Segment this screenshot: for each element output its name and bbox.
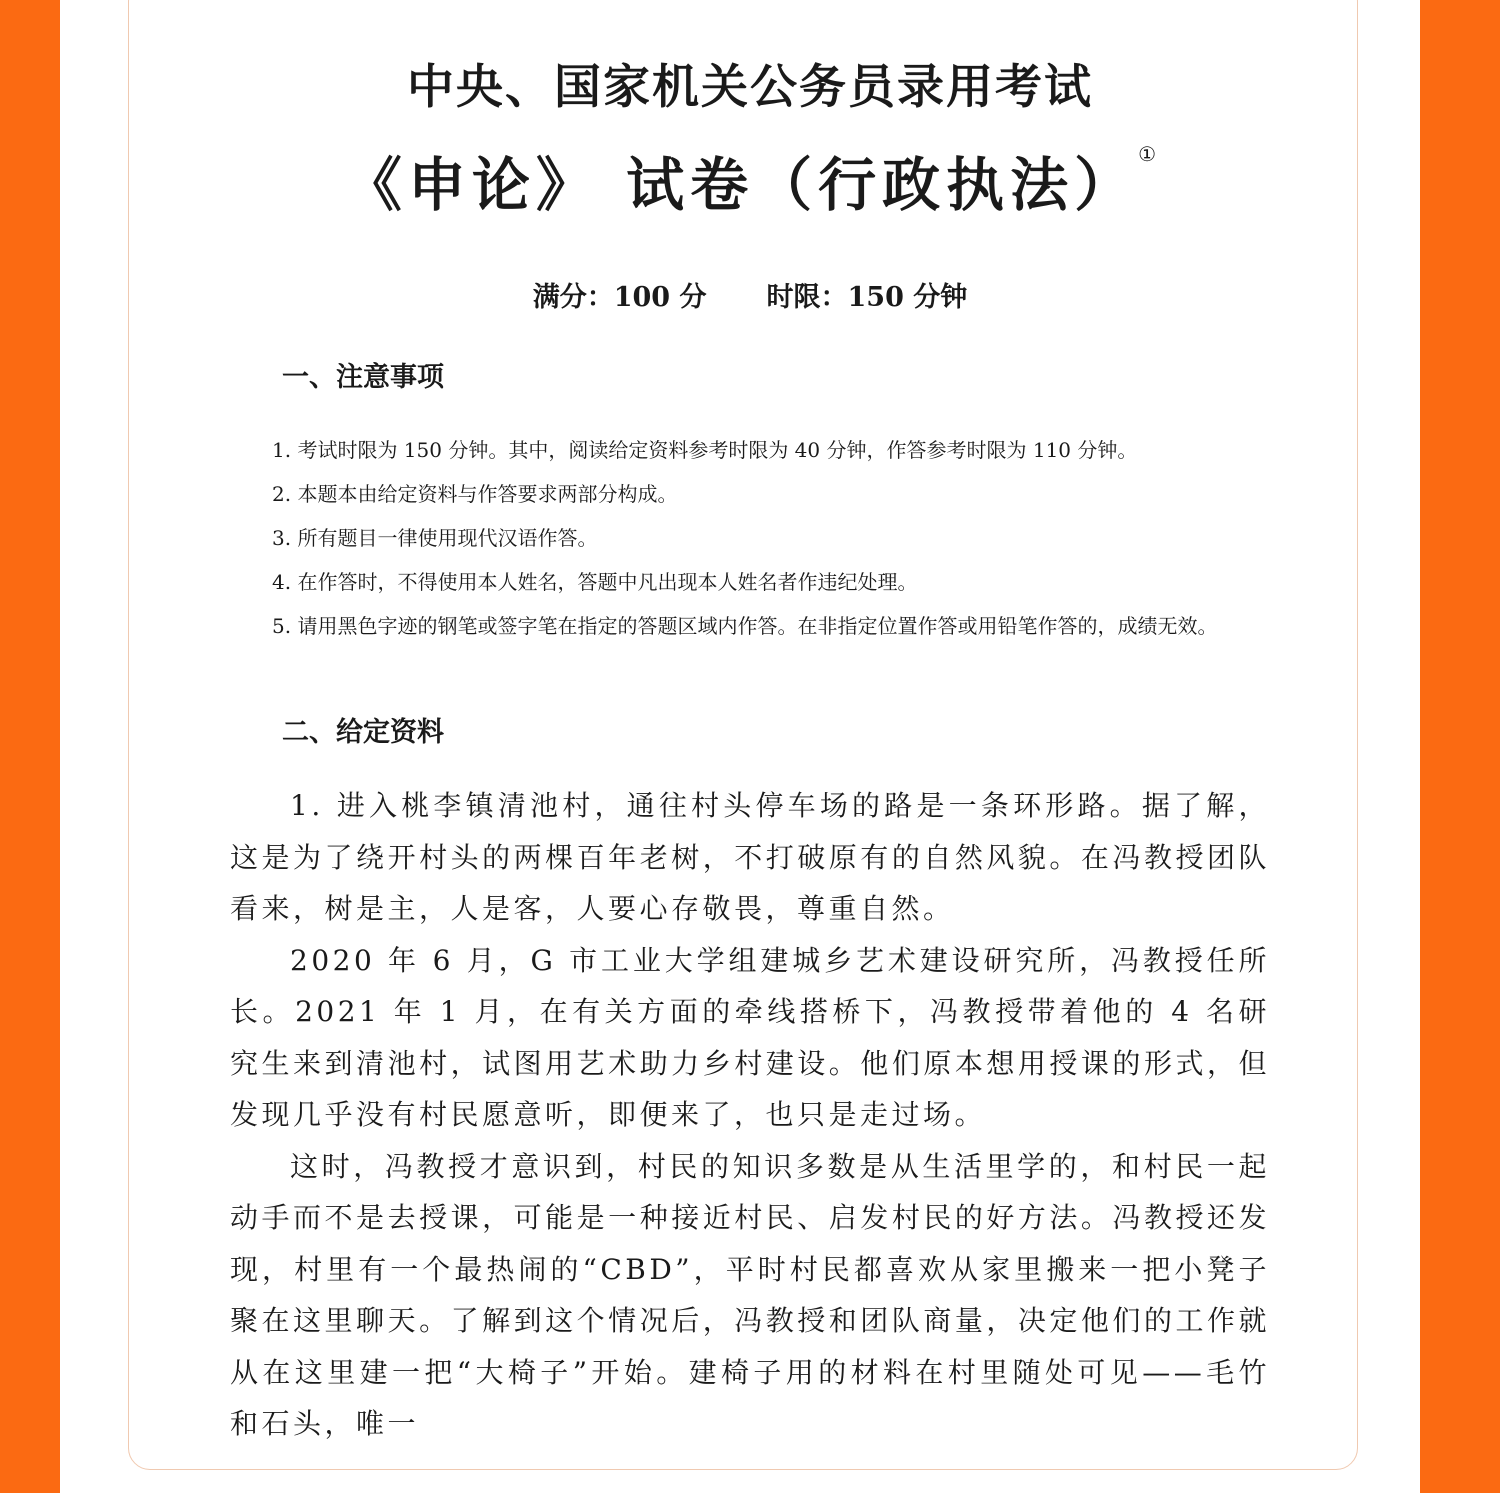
paper-title-text: 《申论》 试卷（行政执法） — [343, 151, 1139, 219]
given-materials — [230, 780, 1270, 1450]
left-orange-border — [0, 0, 60, 1493]
exam-meta — [0, 275, 1500, 314]
right-orange-border — [1420, 0, 1500, 1493]
note-item: 4. 在作答时，不得使用本人姓名，答题中凡出现本人姓名者作违纪处理。 — [272, 570, 918, 594]
time-limit: 时限：150 分钟 — [766, 282, 968, 313]
footnote-marker: ① — [1138, 142, 1157, 166]
material-paragraph: 1. 进入桃李镇清池村，通往村头停车场的路是一条环形路。据了解，这是为了绕开村头的两棵百年老树，不打破原有的自然风貌。在冯教授团队看来，树是主，人是客，人要心存敬畏，尊重自然。 — [230, 789, 1270, 925]
section-heading-materials: 二、给定资料 — [282, 717, 444, 748]
note-item: 2. 本题本由给定资料与作答要求两部分构成。 — [272, 482, 678, 506]
exam-title: 中央、国家机关公务员录用考试 — [407, 60, 1093, 115]
note-item: 3. 所有题目一律使用现代汉语作答。 — [272, 526, 598, 550]
material-paragraph: 这时，冯教授才意识到，村民的知识多数是从生活里学的，和村民一起动手而不是去授课，可能是一种接近村民、启发村民的好方法。冯教授还发现，村里有一个最热闹的“CBD”，平时村民都喜欢从家里搬来一把小凳子聚在这里聊天。了解到这个情况后，冯教授和团队商量，决定他们的工作就从在这里建一把“大椅子”开始。建椅子用的材料在村里随处可见——毛竹和石头，唯一 — [230, 1149, 1270, 1440]
section-heading-notes: 一、注意事项 — [282, 362, 444, 393]
material-paragraph: 2020 年 6 月，G 市工业大学组建城乡艺术建设研究所，冯教授任所长。2021 年 1 月，在有关方面的牵线搭桥下，冯教授带着他的 4 名研究生来到清池村，试图用艺术助力乡村建设。他们原本想用授课的形式，但发现几乎没有村民愿意听，即便来了，也只是走过场。 — [230, 943, 1270, 1131]
note-item: 1. 考试时限为 150 分钟。其中，阅读给定资料参考时限为 40 分钟，作答参考时限为 110 分钟。 — [272, 438, 1138, 462]
note-item: 5. 请用黑色字迹的钢笔或签字笔在指定的答题区域内作答。在非指定位置作答或用铅笔作答的，成绩无效。 — [272, 614, 1218, 638]
full-score: 满分：100 分 — [532, 282, 707, 313]
notes-list — [230, 428, 1270, 648]
paper-title — [0, 138, 1500, 222]
